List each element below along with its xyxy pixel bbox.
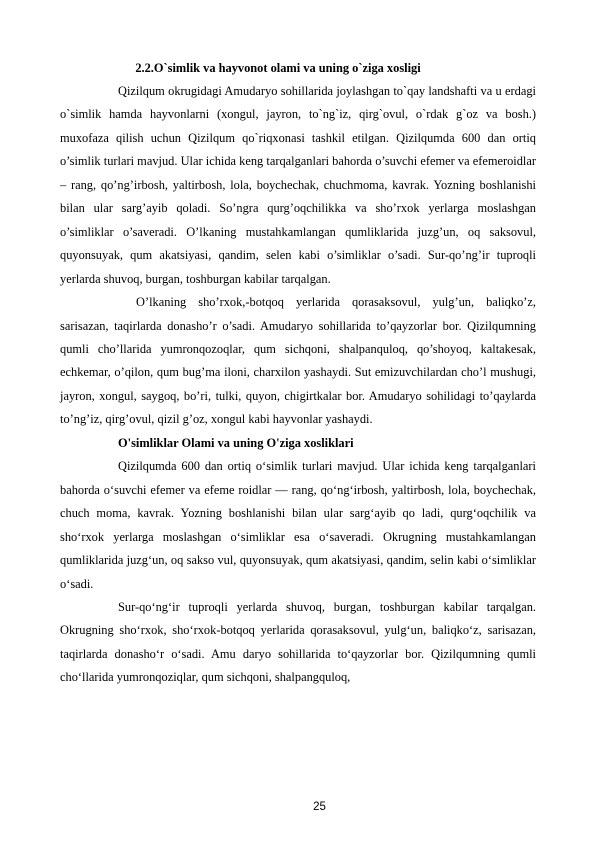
paragraph-saline-lands-fauna: O’lkaning sho’rxok,-botqoq yerlarida qorasaksovul, yulg’un, baliqko’z, sarisazan, taqirlarda donasho’r o’sadi. Amudaryo sohillarida to’qayzorlar bor. Qizilqumning qumli cho’llarida yumronqozoqlar, qum sichqoni, shalpanquloq, qo’shoyoq, kaltakesak, echkemar, o’qilon, qum bug’ma iloni, charxilon yashaydi. Sut emizuvchilardan cho’l mushugi, jayron, xongul, saygoq, bo’ri, tulki, quyon, chigirtkalar bor. Amudaryo sohilidagi to’qaylarda to’ng’iz, qirg’ovul, qizil g’oz, xongul kabi hayvonlar yashaydi. [60,295,536,427]
document-body [60,57,536,690]
section-title: 2.2.O`simlik va hayvonot olami va uning o`ziga xosligi [135,61,421,75]
paragraph-soil-vegetation: Sur-qo‘ng‘ir tuproqli yerlarda shuvoq, burgan, toshburgan kabilar tarqalgan. Okrugning sho‘rxok, sho‘rxok-botqoq yerlarida qorasaksovul, yulg‘un, baliqko‘z, sarisazan, taqirlarda donasho‘r o‘sadi. Amu daryo sohillarida to‘qayzorlar bor. Qizilqumning qumli cho‘llarida yumronqoziqlar, qum sichqoni, shalpangquloq, [60,599,536,685]
paragraph-plant-species: Qizilqumda 600 dan ortiq o‘simlik turlari mavjud. Ular ichida keng tarqalganlari bahorda o‘suvchi efemer va efeme roidlar — rang, qo‘ng‘irbosh, yaltirbosh, lola, boychechak, chuch moma, kavrak. Yozning boshlanishi bilan ular sarg‘ayib qo ladi, qurg‘oqchilik va sho‘rxok yerlarga moslashgan o‘simliklar esa o‘saveradi. Okrugning mustahkamlangan qumliklarida juzg‘un, oq sakso vul, quyonsuyak, qum akatsiyasi, qandim, selin kabi o‘simliklar o‘sadi. [60,459,536,591]
subheading-plant-world: O'simliklar Olami va uning O'ziga xosliklari [118,435,354,450]
paragraph-qizilqum-reserve: Qizilqum okrugidagi Amudaryo sohillarida joylashgan to`qay landshafti va u erdagi o`simlik hamda hayvonlarni (xongul, jayron, to`ng`iz, qirg`ovul, o`rdak g`oz va bosh.) muxofaza qilish uchun Qizilqum qo`riqxonasi tashkil etilgan. Qizilqumda 600 dan ortiq o’simlik turlari mavjud. Ular ichida keng tarqalganlari bahorda o’suvchi efemer va efemeroidlar – rang, qo’ng’irbosh, yaltirbosh, lola, boychechak, chuchmoma, kavrak. Yozning boshlanishi bilan ular sarg’ayib qoladi. So’ngra qurg’oqchilikka va sho’rxok yerlarga moslashgan o’simliklar o’saveradi. O’lkaning mustahkamlangan qumliklarida juzg’un, oq saksovul, quyonsuyak, qum akatsiyasi, qandim, selen kabi o’simliklar o’sadi. Sur-qo’ng’ir tuproqli yerlarda shuvoq, burgan, toshburgan kabilar tarqalgan. [60,84,536,286]
page-number: 25 [313,801,326,813]
